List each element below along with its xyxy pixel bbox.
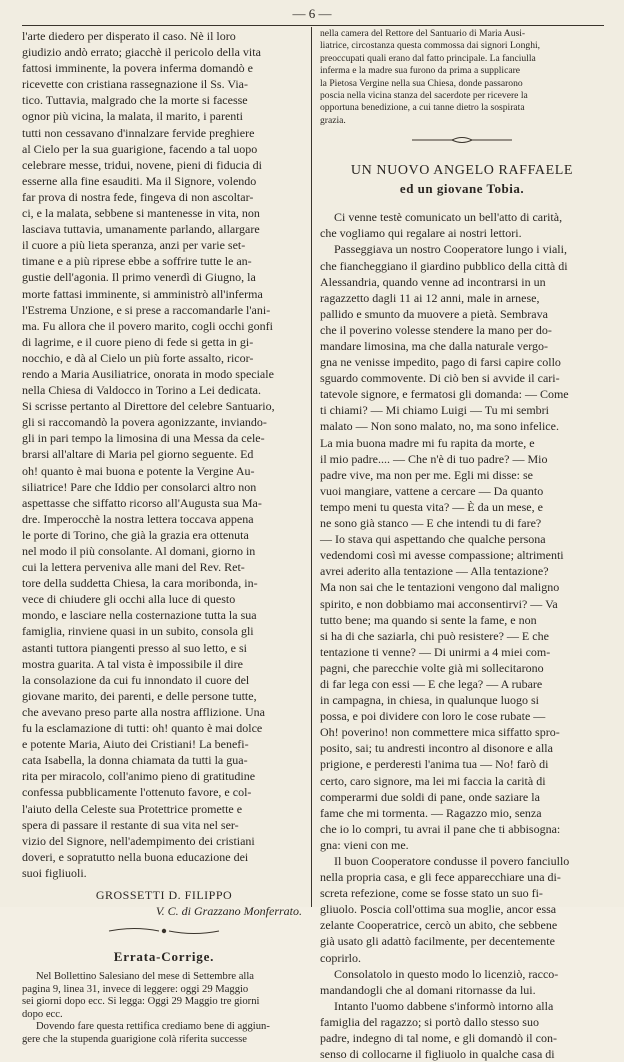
text-line: vizio del Signore, nell'adempimento dei cristiani: [22, 833, 255, 848]
text-line: gliuolo. Poscia coll'ottima sua moglie, ancor essa: [320, 902, 557, 917]
text-line: La mia buona madre mi fu rapita da morte, e: [320, 435, 535, 450]
text-line: padre vive, ma non per me. Egli mi disse: se: [320, 467, 533, 482]
text-line: nella Chiesa di Valdocco in Torino a Lei dedicata.: [22, 383, 261, 398]
text-line: Ci venne testè comunicato un bell'atto di carità,: [334, 210, 563, 225]
text-line: preoccupati quali erano dal fatto principale. La fanciulla: [320, 52, 536, 64]
article-continuation: [22, 28, 306, 881]
text-line: Consolatolo in questo modo lo licenziò, racco-: [334, 966, 559, 981]
text-line: ricevette con cristiana rassegnazione il Ss. Via-: [22, 77, 248, 92]
text-line: gere che la stupenda guarigione colà riferita successe: [22, 1033, 248, 1045]
text-line: oh! quanto è mai buona e potente la Vergine Au-: [22, 463, 255, 478]
text-line: brarsi all'altare di Maria pel giorno seguente. Ed: [22, 447, 254, 462]
text-line: dre. Imperocchè la nostra lettera toccava appena: [22, 511, 254, 526]
text-line: dopo ecc.: [22, 1008, 63, 1020]
text-line: che fiancheggiano il giardino pubblico della città di: [320, 258, 568, 273]
text-line: poscia nella vicina stanza del sacerdote per ricevere la: [320, 90, 528, 102]
ornament-divider: [22, 925, 306, 939]
text-line: zelante Cooperatrice, cercò un abito, che sebbene: [320, 918, 558, 933]
text-line: prigione, e perderesti l'anima tua — No! farò di: [320, 757, 549, 772]
text-line: la consolazione da cui fu innondato il cuore del: [22, 672, 250, 687]
text-line: rita per miracolo, coll'animo pieno di gratitudine: [22, 769, 256, 784]
text-line: tentazione ti venne? — Di unirmi a 4 miei com-: [320, 644, 551, 659]
text-line: Si scrisse pertanto al Direttore del celebre Santuario,: [22, 399, 275, 414]
text-line: giovane marito, dei parenti, e delle persone tutte,: [22, 688, 257, 703]
ornament-flourish-icon: [104, 925, 224, 937]
text-line: coprirlo.: [320, 950, 361, 965]
text-line: ne sono già stanco — E che intendi tu di fare?: [320, 516, 542, 531]
article-body: [320, 241, 604, 1062]
text-line: nocchio, e dà al Cielo un più forte assalto, ricor-: [22, 350, 254, 365]
text-line: morte fattasi imminente, si amministrò all'inferma: [22, 286, 263, 301]
text-line: di far lega con essi — E che lega? — A rubare: [320, 676, 543, 691]
text-line: Ma non sai che le tentazioni vengono dal maligno: [320, 580, 560, 595]
text-line: l'Estrema Unzione, e si prese a raccomandarle l'ani-: [22, 302, 271, 317]
article-intro: [320, 209, 604, 241]
article-subheading: ed un giovane Tobia.: [399, 181, 525, 197]
text-line: vedendomi così mi avesse compassione; altrimenti: [320, 548, 564, 563]
text-line: grazia.: [320, 114, 346, 126]
errata-block: [22, 971, 306, 1047]
article-heading: UN NUOVO ANGELO RAFFAELE: [350, 163, 574, 179]
text-line: giudizio andò errato; giacchè il pericolo della vita: [22, 45, 261, 60]
text-line: tutto bene; ma quando si sente la fame, e non: [320, 612, 537, 627]
header-rule: [22, 25, 604, 26]
text-line: Dovendo fare questa rettifica crediamo bene di aggiun-: [36, 1021, 270, 1033]
text-line: ma. Fu allora che il povero marito, cogli occhi gonfi: [22, 318, 273, 333]
text-line: che il poverino volesse stendere la mano per do-: [320, 322, 552, 337]
text-line: tutti non cessavano d'innalzare fervide preghiere: [22, 125, 255, 140]
text-line: gustie dell'agonia. Il primo venerdì di Giugno, la: [22, 270, 256, 285]
text-line: ragazzetto dagli 11 ai 12 anni, male in arnese,: [320, 290, 540, 305]
column-divider: [311, 27, 312, 907]
text-line: screta refezione, come se fosse stato un suo fi-: [320, 886, 543, 901]
text-line: padre, indegno di tal nome, e gli domandò il con-: [320, 1031, 557, 1046]
text-line: Alessandria, quando venne ad incontrarsi in un: [320, 274, 546, 289]
text-line: ognor più vicina, la malata, il marito, i parenti: [22, 109, 243, 124]
text-line: che avevano preso parte alla nostra afflizione. Una: [22, 704, 265, 719]
text-line: inferma e la madre sua furono da prima a supplicare: [320, 65, 521, 77]
text-line: pallido e smunto da muovere a pietà. Sembrava: [320, 306, 548, 321]
errata-title: Errata-Corrige.: [113, 948, 215, 964]
text-line: gli in pari tempo la limosina di una Messa da cele-: [22, 431, 265, 446]
text-line: mandare limosina, ma che dalla naturale vergo-: [320, 339, 549, 353]
text-line: cui la lettera perveniva alle mani del Rev. Ret-: [22, 560, 245, 575]
text-line: di lagrime, e il cuore pieno di fede si getta in gi-: [22, 334, 254, 349]
text-line: astanti tuttora piangenti presso al suo letto, e si: [22, 640, 247, 655]
text-line: Nel Bollettino Salesiano del mese di Settembre alla: [36, 970, 254, 982]
signature-place: V. C. di Grazzano Monferrato.: [155, 903, 302, 918]
text-line: Oh! poverino! non commettere mica siffatto spro-: [320, 725, 560, 740]
text-line: celebrare messe, tridui, novene, pieni di fiducia di: [22, 157, 262, 172]
text-line: nella propria casa, e gli fece apparecchiare una di-: [320, 870, 561, 885]
text-line: nel modo il più consolante. Al domani, giorno in: [22, 544, 256, 558]
text-line: gna ne venisse impedito, pago di farsi capire collo: [320, 355, 561, 370]
text-line: il cuore a più lieta speranza, anzi per varie set-: [22, 238, 246, 253]
page-number: — 6 —: [292, 6, 332, 21]
text-line: liatrice, circostanza questa commossa dai signori Longhi,: [320, 40, 541, 52]
text-line: la Pietosa Vergine nella sua Chiesa, donde passarono: [320, 77, 523, 89]
text-line: confessa pubblicamente l'ottenuto favore, e col-: [22, 785, 252, 800]
text-line: ci, e la malata, sebbene si mantenesse in vita, non: [22, 206, 260, 221]
text-line: spera di passare il restante di sua vita nel ser-: [22, 817, 239, 832]
text-line: siliatrice! Pare che Iddio per consolarci altro non: [22, 479, 257, 494]
text-line: vuoi mangiare, vattene a cercare — Da quanto: [320, 483, 544, 498]
text-line: gna: vieni con me.: [320, 837, 409, 852]
text-line: fame che mi tormenta. — Ragazzo mio, senza: [320, 805, 542, 820]
text-line: doveri, e sopratutto nella buona educazione dei: [22, 849, 249, 864]
text-line: lasciava tuttavia, umanamente parlando, allargare: [22, 222, 260, 237]
text-line: si ha di che saziarla, chi può resistere? — E che: [320, 628, 549, 643]
text-line: aspettasse che siffatto ricorso all'Augusta sua Ma-: [22, 495, 262, 510]
text-line: sguardo commovente. Di ciò ben si avvide il cari-: [320, 371, 560, 386]
text-line: vece di chiudere gli occhi alla luce di questo: [22, 592, 236, 607]
text-line: ti chiami? — Mi chiamo Luigi — Tu mi sembri: [320, 403, 549, 418]
text-line: l'aiuto della Celeste sua Protettrice promette e: [22, 801, 243, 816]
signature-name: GROSSETTI D. FILIPPO: [95, 887, 233, 902]
text-line: malato — Non sono malato, no, ma sono infelice.: [320, 419, 559, 434]
text-line: fu la esclamazione di tutti: oh! quanto è mai dolce: [22, 721, 263, 736]
text-line: tico. Tuttavia, malgrado che la morte si facesse: [22, 93, 248, 108]
text-line: senso di collocarne il figliuolo in qualche casa di: [320, 1047, 555, 1062]
text-line: mondo, e lasciare nella costernazione tutta la sua: [22, 608, 257, 623]
text-line: esserne alla fine esauditi. Ma il Signore, volendo: [22, 173, 257, 188]
text-line: pagni, che parecchie volte già mi sollecitarono: [320, 660, 544, 675]
text-line: che vogliamo qui regalare ai nostri lettori.: [320, 226, 522, 241]
text-line: certo, caro signore, ma lei mi faccia la carità di: [320, 773, 546, 788]
text-line: pagina 9, linea 31, invece di leggere: oggi 29 Maggio: [22, 983, 249, 995]
ornament-flourish-icon: [407, 135, 517, 145]
text-line: far prova di nostra fede, fingeva di non ascoltar-: [22, 189, 254, 204]
text-line: famiglia del ragazzo; si portò dallo stesso suo: [320, 1014, 539, 1029]
text-line: Intanto l'uomo dabbene s'informò intorno alla: [334, 998, 554, 1013]
text-line: rendo a Maria Ausiliatrice, onorata in modo speciale: [22, 366, 274, 381]
text-line: che io lo compri, tu avrai il pane che ti abbisogna:: [320, 821, 561, 836]
signature-block: [22, 887, 306, 919]
text-line: già usato gli adattò facilmente, per decentemente: [320, 934, 555, 949]
text-line: il mio padre.... — Che n'è di tuo padre? — Mio: [320, 451, 548, 466]
text-line: tore della suddetta Chiesa, la cara moribonda, in-: [22, 576, 258, 591]
text-line: nella camera del Rettore del Santuario di Maria Ausi-: [320, 28, 526, 39]
text-line: timane e a più riprese ebbe a soffrire tutte le an-: [22, 254, 252, 269]
text-line: possa, e poi dividere con loro le cose rubate —: [320, 709, 546, 724]
text-line: l'arte diedero per disperato il caso. Nè il loro: [22, 29, 236, 43]
text-line: — Io stava qui aspettando che qualche persona: [320, 532, 546, 547]
ornament-divider: [320, 135, 604, 149]
text-line: mandandogli che al domani ritornasse da lui.: [320, 982, 536, 997]
text-line: e potente Maria, Aiuto dei Cristiani! La benefi-: [22, 737, 249, 752]
text-line: opportuna benedizione, a cui tanne dietro la sospirata: [320, 102, 525, 114]
text-line: cata Isabella, la donna chiamata da tutti la gua-: [22, 753, 248, 768]
text-line: avrei aderito alla tentazione — Alla tentazione?: [320, 564, 549, 579]
text-line: Il buon Cooperatore condusse il povero fanciullo: [334, 854, 570, 868]
text-line: al Cielo per la sua guarigione, facendo a tal uopo: [22, 141, 258, 156]
text-line: gli si raccomandò la povera agonizzante, inviando-: [22, 415, 267, 430]
text-line: comperarmi due soldi di pane, onde saziare la: [320, 789, 540, 804]
text-line: tempo meni tu questa vita? — È da un mese, e: [320, 499, 543, 514]
text-line: posito, sai; tu andresti incontro al disonore e alla: [320, 741, 553, 756]
text-line: le porte di Torino, che già la grazia era ottenuta: [22, 527, 249, 542]
text-line: mostra guarita. A tal vista è impossibile il dire: [22, 656, 243, 671]
left-column: [22, 28, 306, 1047]
text-line: spirito, e non dobbiamo mai acconsentirvi? — Va: [320, 596, 558, 611]
text-line: tatevole signore, e fermatosi gli domanda: — Come: [320, 387, 569, 402]
text-line: fattosi imminente, la povera inferma domandò e: [22, 61, 253, 76]
text-line: suoi figliuoli.: [22, 865, 87, 880]
text-line: sei giorni dopo ecc. Si legga: Oggi 29 Maggio tre giorni: [22, 996, 260, 1008]
previous-note: [320, 28, 604, 127]
text-line: in campagna, in chiesa, in qualunque luogo si: [320, 693, 539, 708]
text-line: famiglia, rinviene quasi in un subito, consola gli: [22, 624, 254, 639]
text-line: Passeggiava un nostro Cooperatore lungo i viali,: [334, 242, 567, 257]
